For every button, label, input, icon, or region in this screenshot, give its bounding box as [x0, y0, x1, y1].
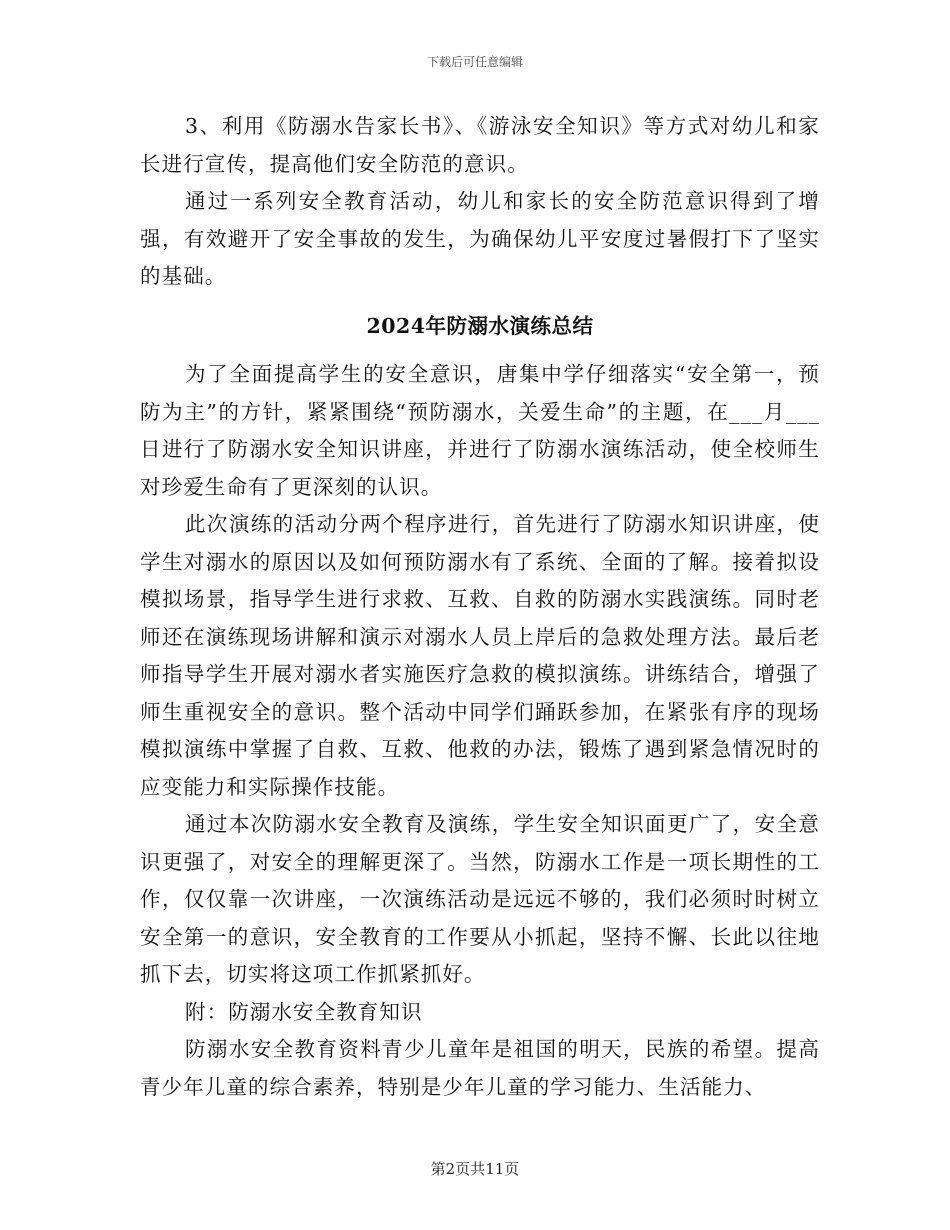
section-title: 2024年防溺水演练总结 [366, 313, 594, 338]
document-body [140, 108, 820, 1106]
paragraph-summary: 通过一系列安全教育活动，幼儿和家长的安全防范意识得到了增强，有效避开了安全事故的发生，为确保幼儿平安度过暑假打下了坚实的基础。 [140, 189, 820, 288]
paragraph-drill-process: 此次演练的活动分两个程序进行，首先进行了防溺水知识讲座，使学生对溺水的原因以及如何预防溺水有了系统、全面的了解。接着拟设模拟场景，指导学生进行求救、互救、自救的防溺水实践演练。同时老师还在演练现场讲解和演示对溺水人员上岸后的急救处理方法。最后老师指导学生开展对溺水者实施医疗急救的模拟演练。讲练结合，增强了师生重视安全的意识。整个活动中同学们踊跃参加，在紧张有序的现场模拟演练中掌握了自救、互救、他救的办法，锻炼了遇到紧急情况时的应变能力和实际操作技能。 [140, 512, 820, 799]
paragraph-conclusion: 通过本次防溺水安全教育及演练，学生安全知识面更广了，安全意识更强了，对安全的理解更深了。当然，防溺水工作是一项长期性的工作，仅仅靠一次讲座，一次演练活动是远远不够的，我们必须时时树立安全第一的意识，安全教育的工作要从小抓起，坚持不懈、长此以往地抓下去，切实将这项工作抓紧抓好。 [140, 812, 820, 986]
appendix-heading: 附：防溺水安全教育知识 [185, 999, 423, 1024]
page-header: 下载后可任意编辑 [426, 55, 523, 69]
page-number: 第2页共11页 [430, 1160, 520, 1178]
paragraph-publicity: 3、利用《防溺水告家长书》、《游泳安全知识》等方式对幼儿和家长进行宣传，提高他们安全防范的意识。 [140, 114, 820, 176]
paragraph-appendix-content: 防溺水安全教育资料青少儿童年是祖国的明天，民族的希望。提高青少年儿童的综合素养，特别是少年儿童的学习能力、生活能力、 [140, 1037, 820, 1099]
paragraph-intro: 为了全面提高学生的安全意识，唐集中学仔细落实“安全第一，预防为主”的方针，紧紧围绕“预防溺水，关爱生命”的主题，在___月___日进行了防溺水安全知识讲座，并进行了防溺水演练活动，使全校师生对珍爱生命有了更深刻的认识。 [140, 362, 820, 499]
